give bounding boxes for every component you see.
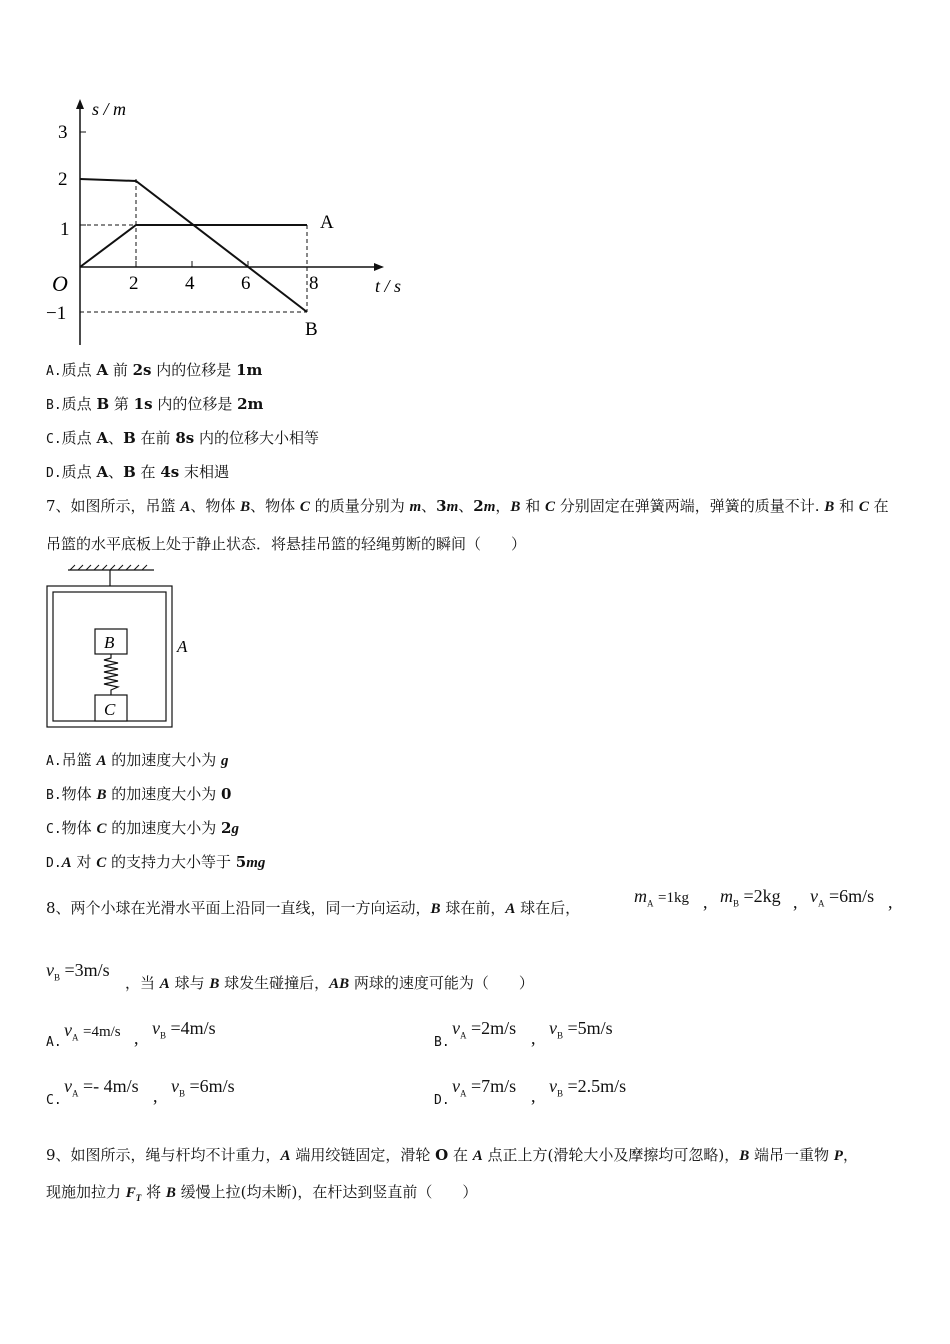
line-a-label: A <box>320 212 334 233</box>
x-tick-8: 8 <box>309 273 319 294</box>
x-tick-6: 6 <box>241 273 251 294</box>
q7-option-a[interactable]: A.吊篮 A 的加速度大小为 g <box>46 751 229 769</box>
y-axis-label: s / m <box>92 99 127 119</box>
q9-stem-line1: 9、如图所示，绳与杆均不计重力，A 端用绞链固定，滑轮 O 在 A 点正上方(滑轮大小及摩擦均可忽略)，B 端吊一重物 P， <box>46 1146 858 1164</box>
block-b-label: B <box>104 633 115 652</box>
q7-option-b[interactable]: B.物体 B 的加速度大小为 0 <box>46 785 232 803</box>
x-axis-arrow <box>374 263 384 271</box>
origin-label: O <box>52 271 68 296</box>
q7-stem-line1: 7、如图所示，吊篮 A、物体 B、物体 C 的质量分别为 m、3m、2m，B 和 C 分别固定在弹簧两端，弹簧的质量不计. B 和 C 在 <box>46 497 889 515</box>
q8-mass-b: $m_B =2kg$ <box>720 886 781 909</box>
displacement-time-graph <box>40 95 420 350</box>
q6-option-d[interactable]: D.质点 A、B 在 4s 末相遇 <box>46 463 229 481</box>
y-tick-1: 1 <box>60 219 70 240</box>
q6-option-a-text: 质点 A 前 2s 内的位移是 1m <box>61 361 263 379</box>
q9-stem-line2: 现施加拉力 $F_T$ 将 B 缓慢上拉(均未断)，在杆达到竖直前（ ） <box>46 1183 478 1203</box>
q7-stem-line2: 吊篮的水平底板上处于静止状态．将悬挂吊篮的轻绳剪断的瞬间（ ） <box>46 535 527 553</box>
q6-option-b[interactable]: B.质点 B 第 1s 内的位移是 2m <box>46 395 264 413</box>
y-tick-3: 3 <box>58 122 68 143</box>
block-c-label: C <box>104 700 116 719</box>
q7-option-c[interactable]: C.物体 C 的加速度大小为 2g <box>46 819 239 837</box>
basket-figure <box>44 562 204 732</box>
line-a <box>80 225 307 267</box>
q8-velocity-b: $v_B =3m/s$ <box>46 960 110 983</box>
line-b-label: B <box>305 319 318 340</box>
q8-stem-line1: 8、两个小球在光滑水平面上沿同一直线，同一方向运动，B 球在前，A 球在后， <box>46 899 581 917</box>
q6-option-c[interactable]: C.质点 A、B 在前 8s 内的位移大小相等 <box>46 429 319 447</box>
spring <box>104 654 118 695</box>
x-tick-4: 4 <box>185 273 195 294</box>
basket-label: A <box>177 637 188 656</box>
x-axis-label: t / s <box>375 276 402 296</box>
q8-velocity-a: $v_A =6m/s$ <box>810 886 875 909</box>
y-tick-neg1: −1 <box>46 303 67 324</box>
q7-option-d[interactable]: D.A 对 C 的支持力大小等于 5mg <box>46 853 266 871</box>
y-axis-arrow <box>76 99 84 109</box>
q6-option-a[interactable]: A.质点 A 前 2s 内的位移是 1m <box>46 361 263 379</box>
x-tick-2: 2 <box>129 273 139 294</box>
q8-mass-a: $m_A =1kg$ <box>634 886 689 909</box>
q8-stem-line2: ，当 A 球与 B 球发生碰撞后，AB 两球的速度可能为（ ） <box>125 974 534 992</box>
y-tick-2: 2 <box>58 169 68 190</box>
